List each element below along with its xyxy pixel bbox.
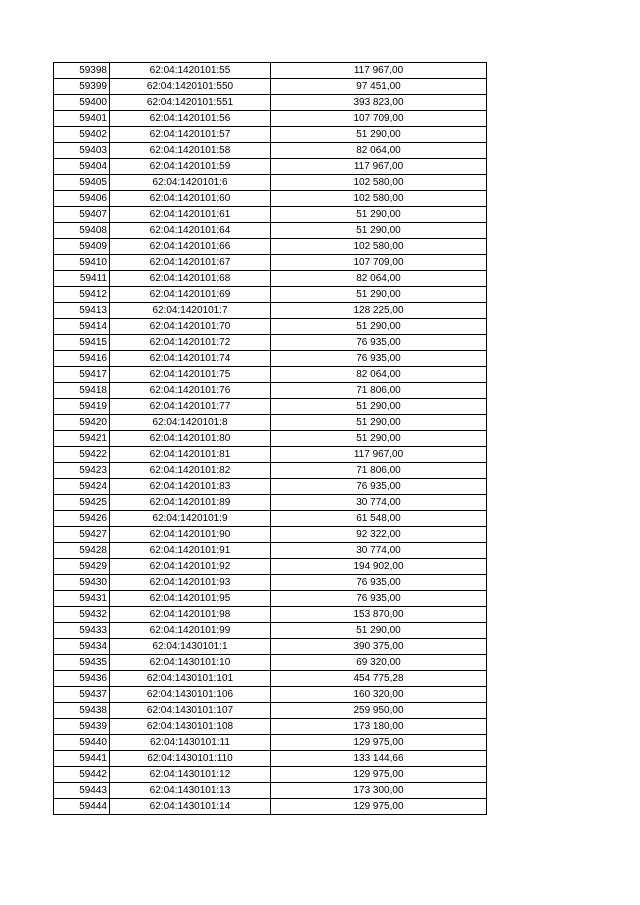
table-row — [54, 63, 487, 79]
value-cell: 129 975,00 — [271, 799, 487, 815]
table-row — [54, 575, 487, 591]
value-cell: 82 064,00 — [271, 367, 487, 383]
row-number-cell: 59400 — [54, 95, 110, 111]
table-row — [54, 207, 487, 223]
table-row — [54, 543, 487, 559]
cadastral-number-cell: 62:04:1420101:8 — [110, 415, 271, 431]
value-cell: 107 709,00 — [271, 255, 487, 271]
row-number-cell: 59441 — [54, 751, 110, 767]
row-number-cell: 59415 — [54, 335, 110, 351]
row-number-cell: 59420 — [54, 415, 110, 431]
table-row — [54, 143, 487, 159]
row-number-cell: 59428 — [54, 543, 110, 559]
value-cell: 107 709,00 — [271, 111, 487, 127]
row-number-cell: 59418 — [54, 383, 110, 399]
row-number-cell: 59427 — [54, 527, 110, 543]
value-cell: 102 580,00 — [271, 239, 487, 255]
row-number-cell: 59421 — [54, 431, 110, 447]
cadastral-number-cell: 62:04:1420101:64 — [110, 223, 271, 239]
row-number-cell: 59435 — [54, 655, 110, 671]
value-cell: 51 290,00 — [271, 623, 487, 639]
row-number-cell: 59440 — [54, 735, 110, 751]
value-cell: 129 975,00 — [271, 767, 487, 783]
cadastral-number-cell: 62:04:1420101:82 — [110, 463, 271, 479]
cadastral-number-cell: 62:04:1420101:66 — [110, 239, 271, 255]
value-cell: 128 225,00 — [271, 303, 487, 319]
cadastral-number-cell: 62:04:1430101:14 — [110, 799, 271, 815]
cadastral-number-cell: 62:04:1420101:69 — [110, 287, 271, 303]
row-number-cell: 59409 — [54, 239, 110, 255]
table-row — [54, 159, 487, 175]
row-number-cell: 59405 — [54, 175, 110, 191]
table-row — [54, 751, 487, 767]
row-number-cell: 59408 — [54, 223, 110, 239]
value-cell: 173 180,00 — [271, 719, 487, 735]
cadastral-number-cell: 62:04:1420101:89 — [110, 495, 271, 511]
cadastral-number-cell: 62:04:1420101:550 — [110, 79, 271, 95]
table-row — [54, 223, 487, 239]
row-number-cell: 59403 — [54, 143, 110, 159]
value-cell: 117 967,00 — [271, 159, 487, 175]
value-cell: 153 870,00 — [271, 607, 487, 623]
table-row — [54, 559, 487, 575]
value-cell: 259 950,00 — [271, 703, 487, 719]
row-number-cell: 59401 — [54, 111, 110, 127]
cadastral-number-cell: 62:04:1420101:67 — [110, 255, 271, 271]
table-row — [54, 527, 487, 543]
table-row — [54, 735, 487, 751]
cadastral-number-cell: 62:04:1430101:1 — [110, 639, 271, 655]
table-row — [54, 79, 487, 95]
table-row — [54, 495, 487, 511]
value-cell: 76 935,00 — [271, 479, 487, 495]
table-row — [54, 671, 487, 687]
table-row — [54, 287, 487, 303]
cadastral-number-cell: 62:04:1420101:91 — [110, 543, 271, 559]
table-row — [54, 447, 487, 463]
cadastral-number-cell: 62:04:1420101:61 — [110, 207, 271, 223]
table-row — [54, 175, 487, 191]
cadastral-number-cell: 62:04:1420101:7 — [110, 303, 271, 319]
data-table — [53, 62, 487, 815]
cadastral-number-cell: 62:04:1420101:75 — [110, 367, 271, 383]
cadastral-number-cell: 62:04:1430101:11 — [110, 735, 271, 751]
row-number-cell: 59426 — [54, 511, 110, 527]
table-row — [54, 95, 487, 111]
value-cell: 51 290,00 — [271, 319, 487, 335]
value-cell: 76 935,00 — [271, 351, 487, 367]
row-number-cell: 59442 — [54, 767, 110, 783]
row-number-cell: 59414 — [54, 319, 110, 335]
cadastral-number-cell: 62:04:1420101:60 — [110, 191, 271, 207]
cadastral-number-cell: 62:04:1430101:108 — [110, 719, 271, 735]
value-cell: 102 580,00 — [271, 175, 487, 191]
value-cell: 390 375,00 — [271, 639, 487, 655]
table-row — [54, 127, 487, 143]
table-row — [54, 703, 487, 719]
table-row — [54, 719, 487, 735]
value-cell: 30 774,00 — [271, 495, 487, 511]
cadastral-number-cell: 62:04:1420101:74 — [110, 351, 271, 367]
cadastral-number-cell: 62:04:1430101:110 — [110, 751, 271, 767]
cadastral-number-cell: 62:04:1420101:9 — [110, 511, 271, 527]
table-row — [54, 639, 487, 655]
value-cell: 194 902,00 — [271, 559, 487, 575]
value-cell: 454 775,28 — [271, 671, 487, 687]
table-row — [54, 351, 487, 367]
row-number-cell: 59423 — [54, 463, 110, 479]
cadastral-number-cell: 62:04:1420101:95 — [110, 591, 271, 607]
table-row — [54, 383, 487, 399]
value-cell: 69 320,00 — [271, 655, 487, 671]
table-row — [54, 479, 487, 495]
table-row — [54, 111, 487, 127]
table-row — [54, 687, 487, 703]
table-row — [54, 431, 487, 447]
row-number-cell: 59412 — [54, 287, 110, 303]
table-row — [54, 591, 487, 607]
cadastral-number-cell: 62:04:1420101:70 — [110, 319, 271, 335]
row-number-cell: 59406 — [54, 191, 110, 207]
row-number-cell: 59434 — [54, 639, 110, 655]
table-row — [54, 191, 487, 207]
table-row — [54, 767, 487, 783]
table-row — [54, 623, 487, 639]
row-number-cell: 59433 — [54, 623, 110, 639]
cadastral-number-cell: 62:04:1420101:81 — [110, 447, 271, 463]
value-cell: 133 144,66 — [271, 751, 487, 767]
row-number-cell: 59419 — [54, 399, 110, 415]
row-number-cell: 59438 — [54, 703, 110, 719]
table-row — [54, 415, 487, 431]
cadastral-number-cell: 62:04:1430101:12 — [110, 767, 271, 783]
cadastral-number-cell: 62:04:1420101:76 — [110, 383, 271, 399]
cadastral-number-cell: 62:04:1420101:83 — [110, 479, 271, 495]
value-cell: 71 806,00 — [271, 383, 487, 399]
table-row — [54, 239, 487, 255]
table-row — [54, 783, 487, 799]
value-cell: 76 935,00 — [271, 575, 487, 591]
table-row — [54, 463, 487, 479]
table-row — [54, 319, 487, 335]
cadastral-number-cell: 62:04:1430101:101 — [110, 671, 271, 687]
row-number-cell: 59424 — [54, 479, 110, 495]
value-cell: 117 967,00 — [271, 63, 487, 79]
cadastral-number-cell: 62:04:1420101:77 — [110, 399, 271, 415]
row-number-cell: 59413 — [54, 303, 110, 319]
row-number-cell: 59443 — [54, 783, 110, 799]
value-cell: 117 967,00 — [271, 447, 487, 463]
table-row — [54, 607, 487, 623]
cadastral-number-cell: 62:04:1420101:55 — [110, 63, 271, 79]
value-cell: 76 935,00 — [271, 591, 487, 607]
cadastral-number-cell: 62:04:1420101:68 — [110, 271, 271, 287]
cadastral-number-cell: 62:04:1430101:13 — [110, 783, 271, 799]
value-cell: 51 290,00 — [271, 287, 487, 303]
cadastral-number-cell: 62:04:1420101:90 — [110, 527, 271, 543]
value-cell: 61 548,00 — [271, 511, 487, 527]
row-number-cell: 59431 — [54, 591, 110, 607]
row-number-cell: 59439 — [54, 719, 110, 735]
cadastral-number-cell: 62:04:1420101:92 — [110, 559, 271, 575]
value-cell: 393 823,00 — [271, 95, 487, 111]
cadastral-number-cell: 62:04:1420101:98 — [110, 607, 271, 623]
row-number-cell: 59429 — [54, 559, 110, 575]
cadastral-number-cell: 62:04:1420101:56 — [110, 111, 271, 127]
table-row — [54, 399, 487, 415]
value-cell: 82 064,00 — [271, 271, 487, 287]
cadastral-number-cell: 62:04:1420101:6 — [110, 175, 271, 191]
value-cell: 92 322,00 — [271, 527, 487, 543]
cadastral-number-cell: 62:04:1420101:93 — [110, 575, 271, 591]
cadastral-number-cell: 62:04:1420101:551 — [110, 95, 271, 111]
row-number-cell: 59437 — [54, 687, 110, 703]
row-number-cell: 59425 — [54, 495, 110, 511]
row-number-cell: 59399 — [54, 79, 110, 95]
value-cell: 51 290,00 — [271, 207, 487, 223]
cadastral-number-cell: 62:04:1430101:10 — [110, 655, 271, 671]
row-number-cell: 59416 — [54, 351, 110, 367]
value-cell: 51 290,00 — [271, 223, 487, 239]
cadastral-number-cell: 62:04:1420101:80 — [110, 431, 271, 447]
table-row — [54, 799, 487, 815]
value-cell: 102 580,00 — [271, 191, 487, 207]
table-row — [54, 271, 487, 287]
value-cell: 173 300,00 — [271, 783, 487, 799]
row-number-cell: 59402 — [54, 127, 110, 143]
row-number-cell: 59436 — [54, 671, 110, 687]
value-cell: 97 451,00 — [271, 79, 487, 95]
cadastral-number-cell: 62:04:1420101:59 — [110, 159, 271, 175]
value-cell: 160 320,00 — [271, 687, 487, 703]
row-number-cell: 59430 — [54, 575, 110, 591]
cadastral-number-cell: 62:04:1430101:107 — [110, 703, 271, 719]
table-row — [54, 335, 487, 351]
table-row — [54, 511, 487, 527]
cadastral-number-cell: 62:04:1420101:99 — [110, 623, 271, 639]
row-number-cell: 59404 — [54, 159, 110, 175]
row-number-cell: 59422 — [54, 447, 110, 463]
table-row — [54, 255, 487, 271]
table-row — [54, 367, 487, 383]
row-number-cell: 59398 — [54, 63, 110, 79]
cadastral-number-cell: 62:04:1420101:58 — [110, 143, 271, 159]
value-cell: 51 290,00 — [271, 399, 487, 415]
value-cell: 129 975,00 — [271, 735, 487, 751]
cadastral-number-cell: 62:04:1420101:72 — [110, 335, 271, 351]
table-row — [54, 303, 487, 319]
table-row — [54, 655, 487, 671]
value-cell: 76 935,00 — [271, 335, 487, 351]
row-number-cell: 59410 — [54, 255, 110, 271]
row-number-cell: 59432 — [54, 607, 110, 623]
row-number-cell: 59444 — [54, 799, 110, 815]
value-cell: 71 806,00 — [271, 463, 487, 479]
value-cell: 82 064,00 — [271, 143, 487, 159]
table-body — [54, 63, 487, 815]
value-cell: 51 290,00 — [271, 127, 487, 143]
row-number-cell: 59411 — [54, 271, 110, 287]
cadastral-number-cell: 62:04:1420101:57 — [110, 127, 271, 143]
row-number-cell: 59417 — [54, 367, 110, 383]
cadastral-number-cell: 62:04:1430101:106 — [110, 687, 271, 703]
row-number-cell: 59407 — [54, 207, 110, 223]
value-cell: 30 774,00 — [271, 543, 487, 559]
value-cell: 51 290,00 — [271, 415, 487, 431]
value-cell: 51 290,00 — [271, 431, 487, 447]
